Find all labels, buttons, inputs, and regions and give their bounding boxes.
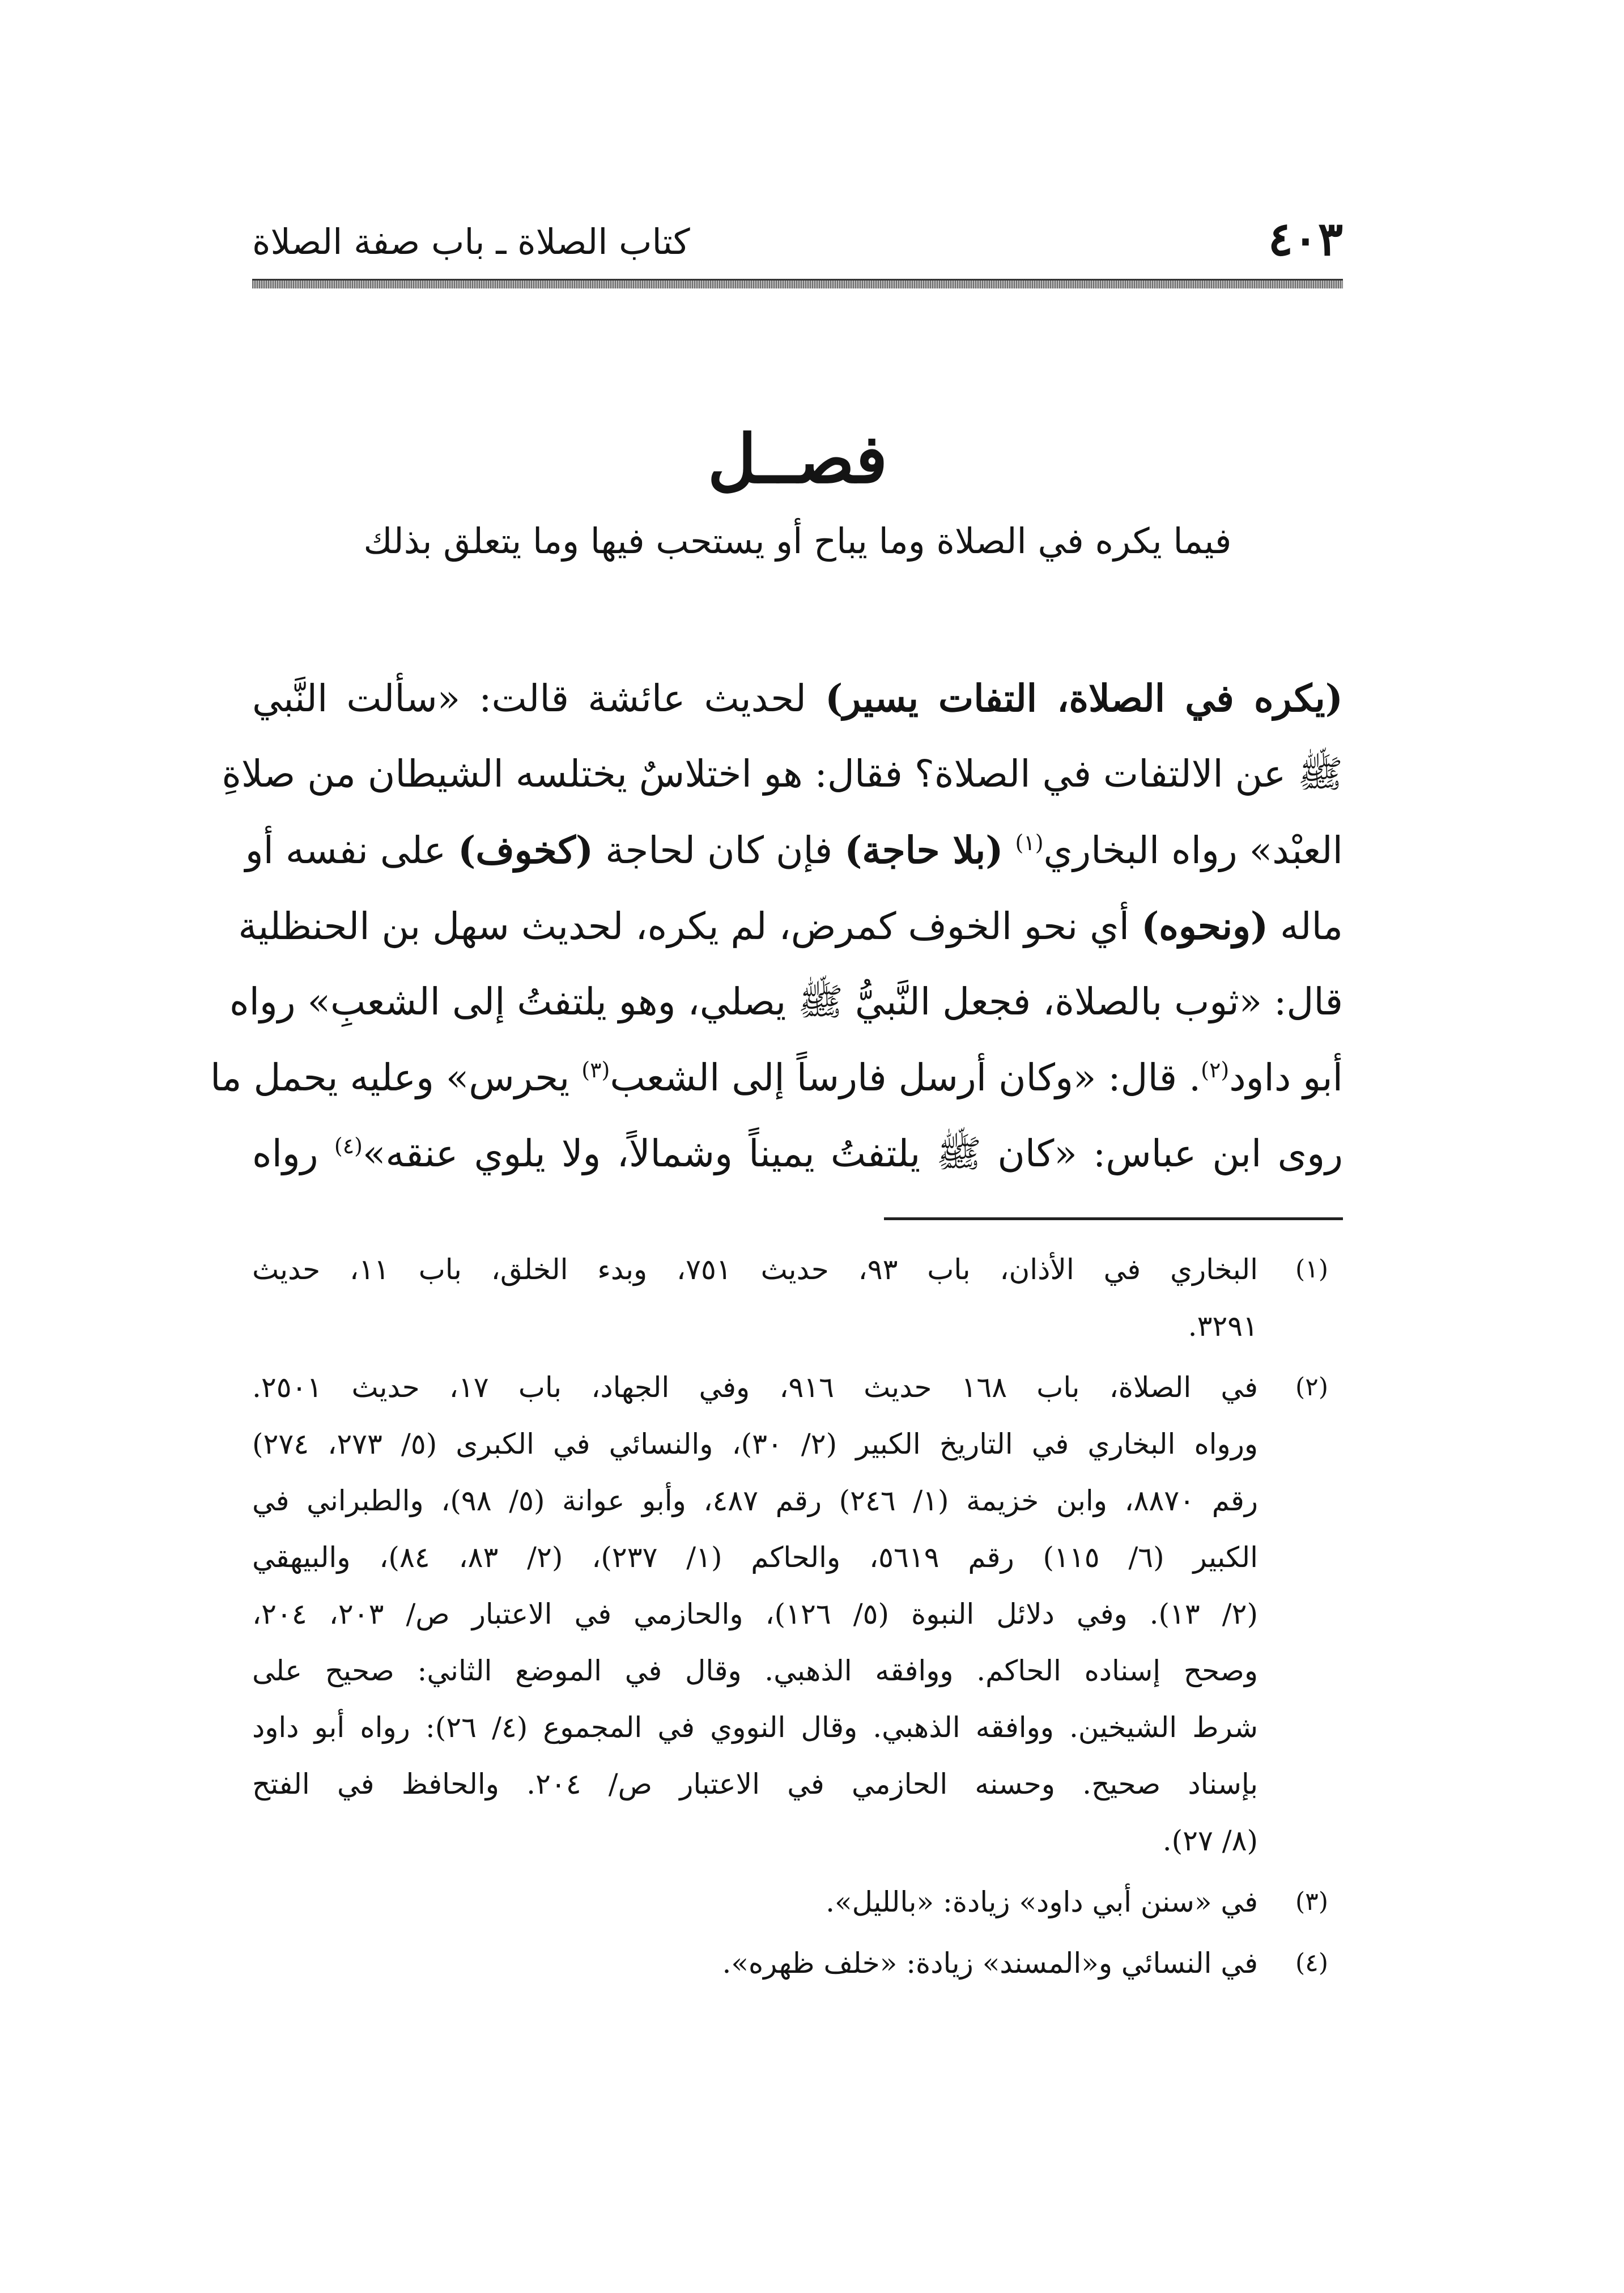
footnote-line: في النسائي و«المسند» زيادة: «خلف ظهره». (722, 1947, 1258, 1980)
footnote-line: البخاري في الأذان، باب ٩٣، حديث ٧٥١، وبدء الخلق، باب ١١، حديث (252, 1253, 1259, 1286)
footnote-line: ورواه البخاري في التاريخ الكبير (٢/ ٣٠)، والنسائي في الكبرى (٥/ ٢٧٣، ٢٧٤) (252, 1428, 1258, 1460)
text-span: . قال: «وكان أرسل فارساً إلى الشعب (610, 1056, 1201, 1099)
footnote-line: في الصلاة، باب ١٦٨ حديث ٩١٦، وفي الجهاد، باب ١٧، حديث ٢٥٠١. (252, 1371, 1259, 1404)
bold-phrase: (بلا حاجة) (844, 828, 1004, 872)
bold-phrase: (ونحوه) (1141, 904, 1269, 948)
section-title: فصــل (707, 419, 888, 498)
body-line-6 (210, 1040, 1343, 1116)
text-span: فإن كان لحاجة (593, 829, 845, 872)
body-line-4 (238, 888, 1343, 964)
text-span (1003, 829, 1015, 872)
text-span: على نفسه أو (245, 829, 458, 872)
footnote-line: بإسناد صحيح. وحسنه الحازمي في الاعتبار ص/ ٢٠٤. والحافظ في الفتح (252, 1768, 1258, 1801)
page-number: ٤٠٣ (1268, 212, 1343, 266)
footnote-line: (٢/ ١٣). وفي دلائل النبوة (٥/ ١٢٦)، والحازمي في الاعتبار ص/ ٢٠٣، ٢٠٤، (252, 1598, 1258, 1630)
footnote-line: في «سنن أبي داود» زيادة: «بالليل». (826, 1886, 1258, 1918)
footnote-number: (٤) (1295, 1948, 1328, 1977)
text-span: أبو داود (1229, 1056, 1343, 1099)
footnote-separator (884, 1217, 1343, 1220)
section-subtitle: فيما يكره في الصلاة وما يباح أو يستحب فيها وما يتعلق بذلك (363, 520, 1232, 562)
footnote-1 (252, 1241, 1343, 1354)
header-rule (252, 279, 1343, 288)
footnote-line: شرط الشيخين. ووافقه الذهبي. وقال النووي في المجموع (٤/ ٢٦): رواه أبو داود (252, 1711, 1258, 1744)
bold-phrase: (كخوف) (458, 828, 594, 872)
running-header (252, 211, 1343, 273)
text-span: أي نحو الخوف كمرض، لم يكره، لحديث سهل بن الحنظلية (238, 905, 1142, 948)
footnote-line: رقم ٨٨٧٠، وابن خزيمة (١/ ٢٤٦) رقم ٤٨٧، وأبو عوانة (٥/ ٩٨)، والطبراني في (252, 1484, 1259, 1517)
body-line-1 (252, 660, 1343, 736)
body-line-7 (252, 1116, 1343, 1192)
footnote-line: وصحح إسناده الحاكم. ووافقه الذهبي. وقال في الموضع الثاني: صحيح على (252, 1654, 1258, 1687)
text-span: لحديث عائشة قالت: «سألت النَّبي (252, 677, 826, 720)
footnote-line: (٨/ ٢٧). (1162, 1824, 1258, 1857)
footnote-line: ٣٢٩١. (1188, 1310, 1258, 1343)
text-span: العبْد» رواه البخاري (1043, 829, 1343, 872)
text-span: ماله (1268, 905, 1343, 948)
footnote-4 (252, 1935, 1343, 1991)
footnote-ref-2[interactable]: (٢) (1201, 1058, 1230, 1082)
footnote-ref-3[interactable]: (٣) (581, 1058, 610, 1082)
footnote-line: الكبير (٦/ ١١٥) رقم ٥٦١٩، والحاكم (١/ ٢٣٧)، (٢/ ٨٣، ٨٤)، والبيهقي (252, 1541, 1258, 1574)
text-span: رواه (252, 1132, 334, 1175)
footnote-2 (252, 1359, 1343, 1869)
text-span: يحرس» وعليه يحمل ما (210, 1056, 582, 1099)
running-title: كتاب الصلاة ـ باب صفة الصلاة (252, 221, 690, 262)
footnote-ref-1[interactable]: (١) (1015, 830, 1044, 855)
body-line-5: قال: «ثوب بالصلاة، فجعل النَّبيُّ ﷺ يصلي، وهو يلتفتُ إلى الشعبِ» رواه (229, 980, 1343, 1024)
footnotes (252, 1241, 1343, 1991)
body-line-2: ﷺ عن الالتفات في الصلاة؟ فقال: هو اختلاسٌ يختلسه الشيطان من صلاةِ (222, 752, 1343, 796)
footnote-number: (٣) (1295, 1887, 1328, 1916)
footnote-ref-4[interactable]: (٤) (334, 1133, 363, 1158)
bold-phrase: (يكره في الصلاة، التفات يسير) (825, 676, 1343, 720)
footnote-number: (١) (1295, 1255, 1328, 1284)
footnote-number: (٢) (1295, 1373, 1328, 1402)
footnote-3 (252, 1874, 1343, 1930)
body-line-3 (245, 812, 1343, 888)
main-text (210, 660, 1343, 1192)
text-span: روى ابن عباس: «كان ﷺ يلتفتُ يميناً وشمالاً، ولا يلوي عنقه» (362, 1132, 1343, 1175)
